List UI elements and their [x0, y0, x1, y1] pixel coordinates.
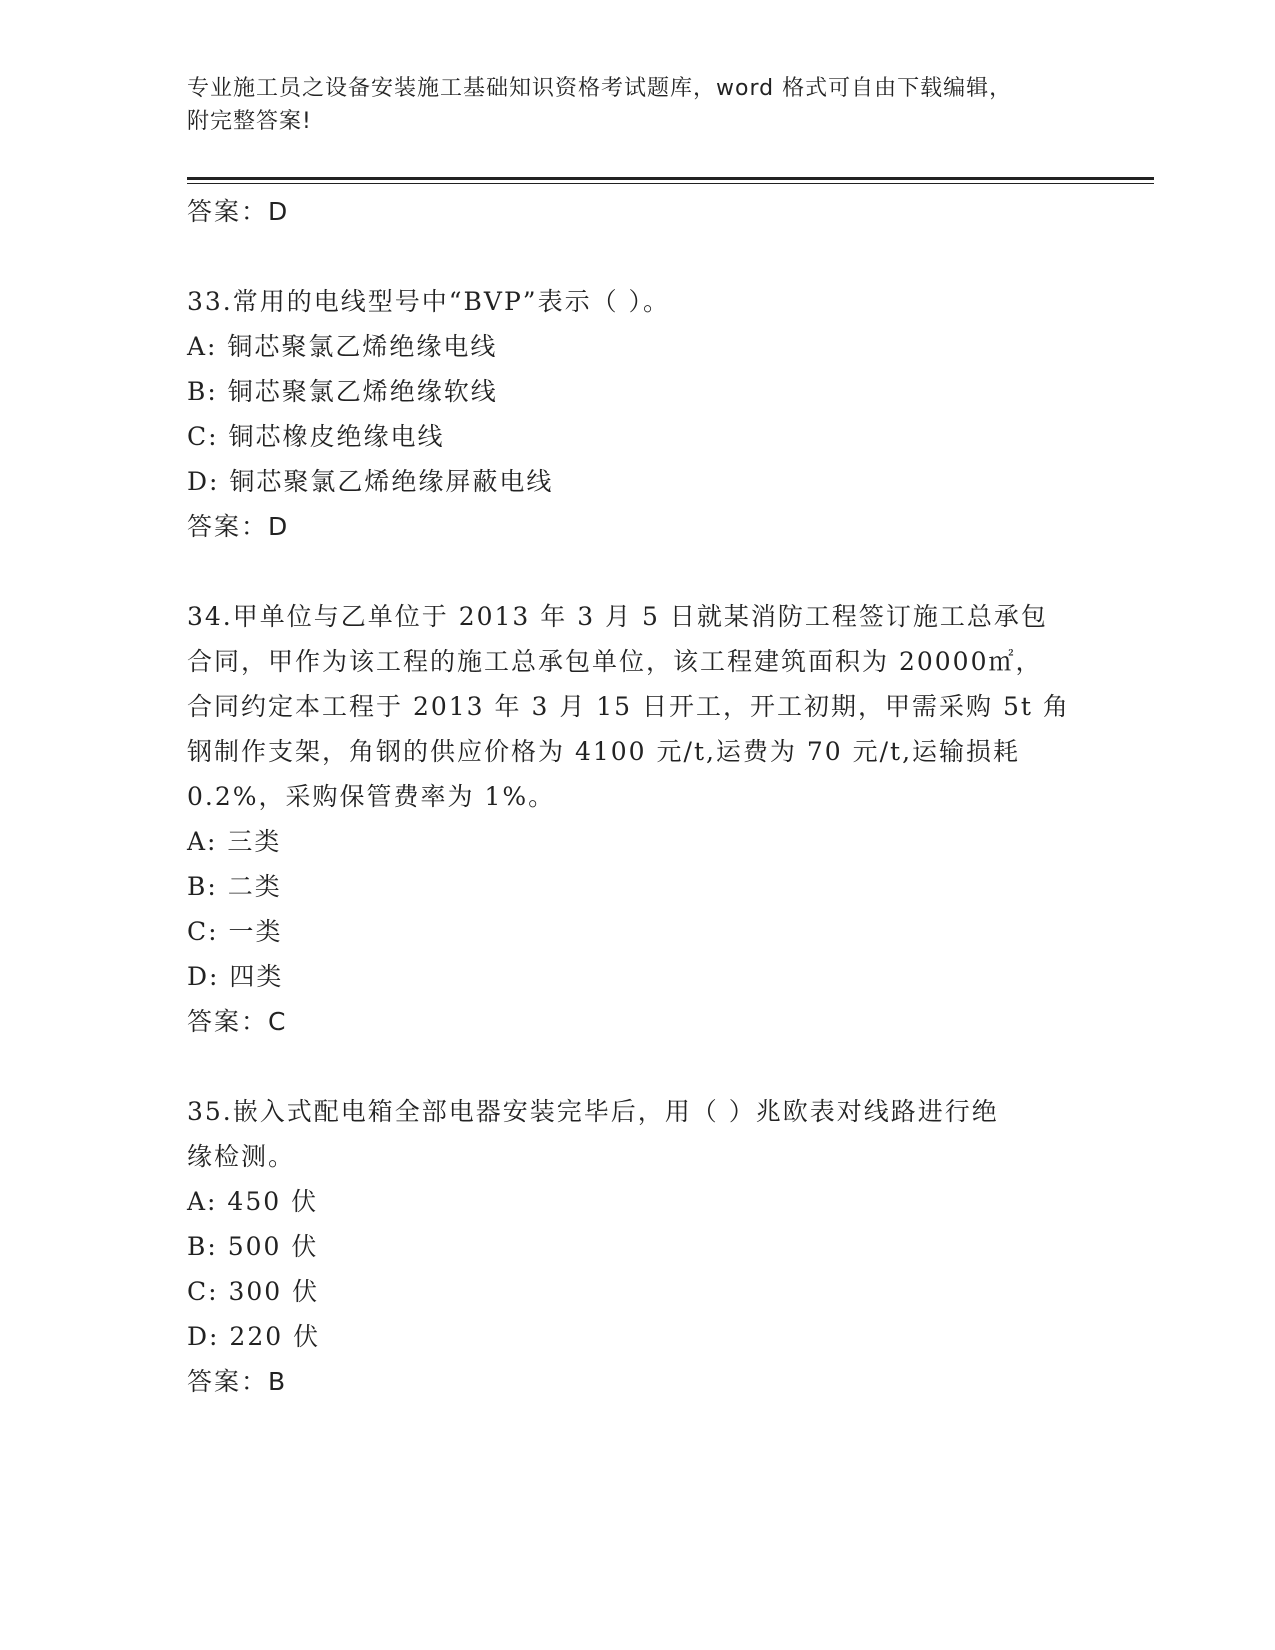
question-text: 缘检测。 [187, 1142, 296, 1171]
header-line-2: 附完整答案! [187, 109, 312, 134]
question-text: 33.常用的电线型号中“BVP”表示（ ）。 [187, 287, 671, 316]
option-c: C: 一类 [187, 917, 283, 946]
previous-answer: 答案：D [187, 197, 290, 226]
header-divider-thick [187, 177, 1154, 180]
question-text: 合同，甲作为该工程的施工总承包单位，该工程建筑面积为 20000㎡， [187, 647, 1043, 676]
header-line-1: 专业施工员之设备安装施工基础知识资格考试题库，word 格式可自由下载编辑， [187, 76, 1013, 101]
option-b: B: 铜芯聚氯乙烯绝缘软线 [187, 377, 498, 406]
option-b: B: 500 伏 [187, 1232, 319, 1261]
option-d: D: 220 伏 [187, 1322, 321, 1351]
question-text: 0.2%，采购保管费率为 1%。 [187, 782, 556, 811]
question-text: 合同约定本工程于 2013 年 3 月 15 日开工，开工初期，甲需采购 5t 角 [187, 692, 1070, 721]
spacer [187, 1044, 1087, 1089]
spacer [187, 234, 1087, 279]
question-text: 34.甲单位与乙单位于 2013 年 3 月 5 日就某消防工程签订施工总承包 [187, 602, 1048, 631]
header-divider-thin [187, 183, 1154, 184]
option-a: A: 450 伏 [187, 1187, 319, 1216]
document-body [187, 189, 1087, 1404]
option-c: C: 300 伏 [187, 1277, 320, 1306]
question-text: 钢制作支架，角钢的供应价格为 4100 元/t,运费为 70 元/t,运输损耗 [187, 737, 1021, 766]
option-a: A: 铜芯聚氯乙烯绝缘电线 [187, 332, 498, 361]
document-header [187, 72, 1067, 138]
answer-line: 答案：B [187, 1367, 288, 1396]
answer-line: 答案：C [187, 1007, 288, 1036]
question-block [187, 279, 1087, 549]
option-d: D: 四类 [187, 962, 284, 991]
spacer [187, 549, 1087, 594]
question-block [187, 1089, 1087, 1404]
question-block [187, 594, 1087, 1044]
option-b: B: 二类 [187, 872, 282, 901]
option-a: A: 三类 [187, 827, 282, 856]
answer-line: 答案：D [187, 512, 290, 541]
option-c: C: 铜芯橡皮绝缘电线 [187, 422, 445, 451]
option-d: D: 铜芯聚氯乙烯绝缘屏蔽电线 [187, 467, 554, 496]
question-text: 35.嵌入式配电箱全部电器安装完毕后，用（ ）兆欧表对线路进行绝 [187, 1097, 999, 1126]
